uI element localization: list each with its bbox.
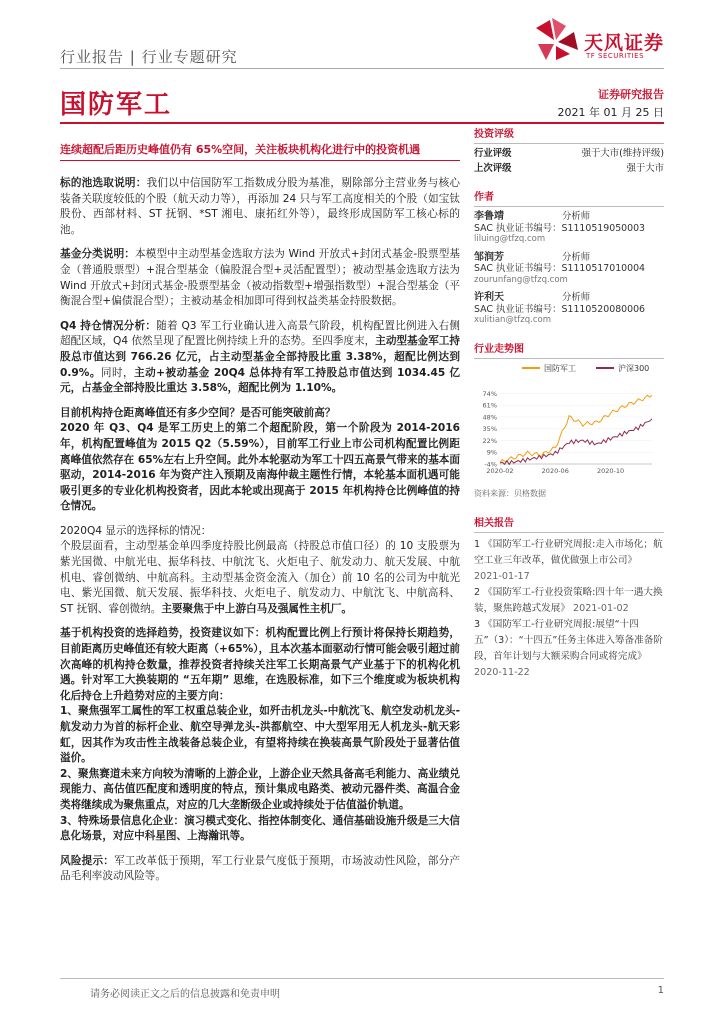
bold-text: 主动型基金军工持股总市值达到 766.26 亿元，占主动型基金全部持股比重 3.38%，超配比例达到 0.9%。 <box>60 335 461 379</box>
bold-text: 主要聚焦于中上游白马及强属性主机厂。 <box>161 602 352 615</box>
legend-label: 国防军工 <box>544 364 576 373</box>
page-number: 1 <box>657 985 664 996</box>
report-date: 2021 年 01 月 25 日 <box>557 106 664 119</box>
paragraph-fund-class <box>60 247 460 309</box>
authors-heading: 作者 <box>474 192 494 203</box>
text: 同时， <box>100 366 135 379</box>
x-tick-label: 2020-02 <box>486 467 514 475</box>
author-email[interactable]: liluing@tfzq.com <box>474 234 546 244</box>
chart-source: 资料来源：贝格数据 <box>474 489 546 498</box>
report-category: 行业报告 | 行业专题研究 <box>60 48 238 66</box>
author-cert: SAC 执业证书编号：S1110517010004 <box>474 263 646 274</box>
rating-section <box>474 125 664 176</box>
sector-title: 国防军工 <box>60 90 173 120</box>
author-email[interactable]: zourunfang@tfzq.com <box>474 274 568 285</box>
series-line-csi300 <box>500 419 652 465</box>
author-role: 分析师 <box>562 292 591 303</box>
y-tick-label: 74% <box>482 389 497 398</box>
author-entry <box>474 252 664 287</box>
y-tick-label: -4% <box>484 460 497 469</box>
tf-logo-icon <box>532 18 580 62</box>
author-entry <box>474 292 664 327</box>
paragraph-q4-analysis <box>60 319 460 397</box>
related-date: 2020-11-22 <box>474 667 530 678</box>
report-type: 证券研究报告 <box>598 88 664 101</box>
label: 风险提示： <box>60 854 115 867</box>
legend-label: 沪深300 <box>618 364 650 373</box>
bold-text: 主动+被动基金 20Q4 总体持有军工持股总市值达到 1034.45 亿元，占基金全部持股比重达 3.58%，超配比例为 1.10%。 <box>60 366 461 395</box>
divider <box>474 206 664 207</box>
x-tick-label: 2020-10 <box>596 467 625 475</box>
related-heading: 相关报告 <box>474 518 514 529</box>
text: 本模型中主动型基金选取方法为 Wind 开放式+封闭式基金-股票型基金（普通股票型）+混合型基金（偏股混合型+灵活配置型）；被动型基金选取方法为 Wind 开放式+封闭式基金-股票型基金（被动指数型+增强指数型）+混合型基金（平衡混合型+偏债混合型）；主被动基金相加即可得到权益类基金持股数据。 <box>60 248 461 308</box>
footer-disclaimer: 请务必阅读正文之后的信息披露和免责申明 <box>90 989 280 1000</box>
paragraph-risk <box>60 854 460 885</box>
x-tick-label: 2020-06 <box>541 467 569 475</box>
author-name: 许利天 <box>474 292 504 303</box>
heading: 2020Q4 显示的选择标的情况： <box>60 524 212 537</box>
related-section <box>474 514 664 681</box>
rating-value: 强于大市 <box>626 163 664 174</box>
rating-row <box>474 146 664 161</box>
trend-chart <box>474 358 664 480</box>
y-tick-label: 61% <box>482 401 497 410</box>
label: 标的池选取说明： <box>60 177 147 189</box>
paragraph-point-3 <box>60 814 460 845</box>
author-role: 分析师 <box>562 251 591 263</box>
chart-heading: 行业走势图 <box>474 344 524 355</box>
author-cert: SAC 执业证书编号：S1110520080006 <box>474 303 646 315</box>
related-date: 2021-01-17 <box>474 571 530 582</box>
paragraph-recommendation <box>60 626 460 704</box>
rating-key: 上次评级 <box>474 163 512 174</box>
text: 2020 年 Q3、Q4 是军工历史上的第二个超配阶段，第一个阶段为 2014-2016 年，机构配置峰值为 2015 Q2（5.59%），目前军工行业上市公司机构配置比例距离峰值依然存在 65%左右上升空间。此外本轮驱动为军工十四五高景气带来的基本面驱动，2014-2016 年为资产注入预期及南海仲裁主题性行情，本轮基本面机遇可能吸引更多的专业化机构投资者，因此本轮或出现高于 2015 年机构持仓比例峰值的持仓情况。 <box>60 422 460 513</box>
rating-heading: 投资评级 <box>474 129 514 140</box>
related-title[interactable]: 3 《国防军工-行业研究周报:展望“十四五”（3）：“十四五”任务主体进入筹备准备阶段，首年计划与大额采购合同或将完成》 <box>474 619 663 662</box>
paragraph-peak-space <box>60 406 460 515</box>
trend-chart-section <box>474 340 664 359</box>
logo-english-text: TF SECURITIES <box>586 52 645 60</box>
y-tick-label: 35% <box>482 425 497 434</box>
label: Q4 持仓情况分析： <box>60 319 157 332</box>
author-entry <box>474 211 664 246</box>
logo-text: 天风证券 <box>584 32 665 54</box>
label: 基金分类说明： <box>60 248 136 261</box>
paragraph-point-2 <box>60 767 460 814</box>
author-email[interactable]: xulitian@tfzq.com <box>474 315 551 325</box>
divider <box>474 143 664 144</box>
text: 军工改革低于预期，军工行业景气度低于预期，市场波动性风险，部分产品毛利率波动风险等。 <box>60 854 461 883</box>
author-cert: SAC 执业证书编号：S1110519050003 <box>474 222 646 234</box>
text: 1、聚焦强军工属性的军工权重总装企业，如歼击机龙头-中航沈飞、航空发动机龙头-航发动力为首的标杆企业、航空导弹龙头-洪都航空、中大型军用无人机龙头-航天彩虹，因其作为攻击性主战装备总装企业，有望将持续在换装高景气阶段处于显著估值溢价。 <box>60 705 460 765</box>
text: 基于机构投资的选择趋势，投资建议如下：机构配置比例上行预计将保持长期趋势，目前距离历史峰值还有较大距离（+65%），且本次基本面驱动行情可能会吸引超过前次高峰的机构持仓数量，推荐投资者持续关注军工长期高景气产业基于下的机构化机遇。针对军工大换装期的 “五年期” 思维，在选股标准，如下三个维度或为板块机构化后持仓上升趋势对应的主要方向： <box>60 627 460 702</box>
main-body <box>60 176 460 894</box>
question: 目前机构持仓距离峰值还有多少空间？是否可能突破前高？ <box>60 406 336 419</box>
related-report[interactable] <box>474 537 664 585</box>
text: 个股层面看，主动型基金单四季度持股比例最高（持股总市值口径）的 10 支股票为紫光国微、中航光电、振华科技、中航沈飞、火炬电子、航发动力、航天发展、中航机电、睿创微纳、中航高科。主动型基金资金流入（加仓）前 10 名的公司为中航光电、紫光国微、航天发展、振华科技、火炬电子、航发动力、中航沈飞、中航高科、ST 抚钢、睿创微纳。 <box>60 540 460 615</box>
author-role: 分析师 <box>562 211 591 222</box>
related-report[interactable] <box>474 617 664 681</box>
footer-divider <box>60 978 664 979</box>
text: 我们以中信国防军工指数成分股为基准，剔除部分主营业务与核心装备关联度较低的个股（航天动力等），再添加 24 只与军工高度相关的个股（如宝钛股份、西部材料、ST 抚钢、*ST 湘电、康拓红外等），最终形成国防军工核心标的池。 <box>60 177 461 236</box>
paragraph-q4-selection <box>60 524 460 618</box>
paragraph-sample-pool <box>60 176 460 238</box>
subtitle-underline <box>60 160 460 161</box>
related-title[interactable]: 1 《国防军工-行业研究周报:走入市场化；航空工业三年改革，做优做强上市公司》 <box>474 539 663 566</box>
author-name: 李鲁靖 <box>474 211 504 222</box>
divider <box>474 532 664 533</box>
report-title: 连续超配后距历史峰值仍有 65%空间，关注板块机构化进行中的投资机遇 <box>60 143 421 156</box>
y-tick-label: 22% <box>482 436 497 445</box>
y-tick-label: 48% <box>482 413 497 422</box>
text: 3、特殊场景信息化企业：演习模式变化、指控体制变化、通信基础设施升级是三大信息化场景，对应中科星图、上海瀚讯等。 <box>60 814 460 843</box>
header-divider <box>60 68 664 69</box>
authors-section <box>474 188 664 327</box>
related-date: 2021-01-02 <box>573 603 629 614</box>
rating-row <box>474 161 664 176</box>
related-title[interactable]: 2 《国防军工-行业投资策略:四十年一遇大换装，聚焦跨越式发展》 <box>474 587 663 614</box>
rating-value: 强于大市(维持评级) <box>581 148 664 159</box>
title-divider <box>60 122 664 124</box>
text: 2、聚焦赛道未来方向较为清晰的上游企业，上游企业天然具备高毛利能力、高业绩兑现能力、高估值匹配度和透明度的特点，预计集成电路类、被动元器件类、高温合金类将继续成为聚焦重点，对应的几大垄断级企业或持续处于估值溢价轨道。 <box>60 767 460 811</box>
related-report[interactable] <box>474 585 664 617</box>
rating-key: 行业评级 <box>474 148 512 159</box>
y-tick-label: 9% <box>486 448 497 457</box>
author-name: 邹润芳 <box>474 251 504 263</box>
paragraph-point-1 <box>60 704 460 766</box>
text: 随着 Q3 军工行业确认进入高景气阶段，机构配置比例进入右侧超配区域，Q4 依然呈现了配置比例持续上升的态势。至四季度末， <box>60 319 460 348</box>
